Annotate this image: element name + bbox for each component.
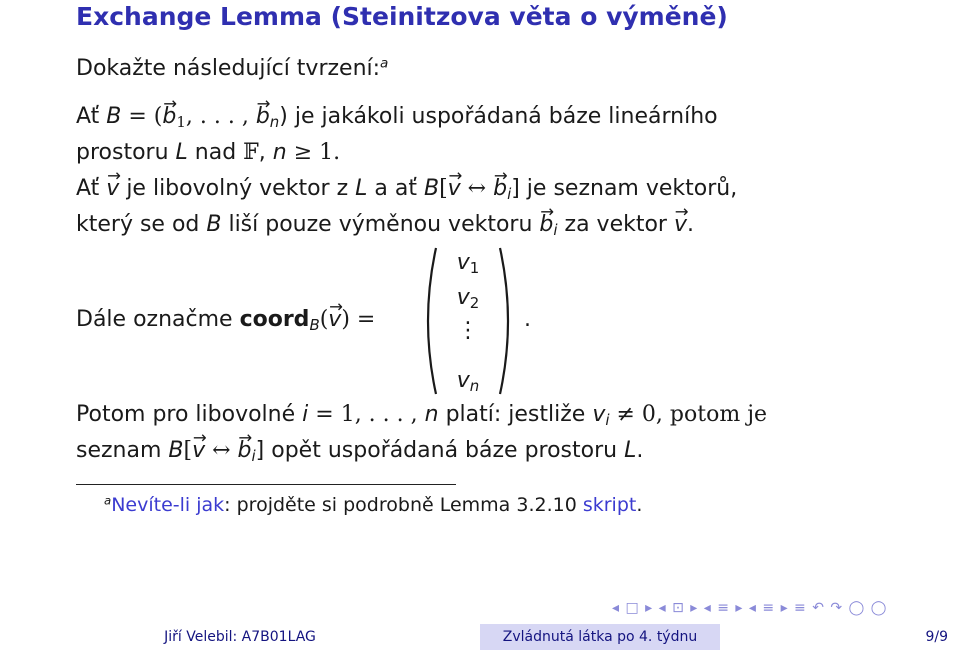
left-paren-icon (418, 246, 440, 396)
matrix-entry-1: $v_1$ (456, 250, 480, 278)
vector-bi: → b (493, 178, 507, 200)
coord-operator: coord (239, 307, 310, 332)
text: prostoru (76, 140, 176, 165)
text: = 1, . . . , (308, 402, 425, 427)
vector-b1: → b (162, 106, 176, 128)
coordinate-column-vector (418, 246, 518, 396)
footer-bar (0, 624, 960, 650)
footnote-link-skript[interactable]: skript (582, 494, 637, 516)
text: ) = (341, 307, 376, 332)
frame-title: Exchange Lemma (Steinitzova věta o výměně) (76, 2, 728, 31)
symbol-i: i (302, 402, 309, 427)
matrix-vdots: ⋮ (457, 318, 479, 343)
vector-v: → v (106, 178, 119, 200)
matrix-entry-n: $v_n$ (456, 368, 480, 396)
conclusion-line-2 (76, 438, 644, 466)
intro-line (76, 55, 389, 81)
exchange-arrow: ↔ (205, 438, 238, 463)
text: Ať (76, 176, 107, 201)
text: ≠ 0, potom je (609, 402, 768, 427)
text: je libovolný vektor z (119, 176, 356, 201)
footer-page-box (720, 624, 960, 650)
text: . (636, 438, 644, 463)
vector-v: → v (328, 309, 341, 331)
subscript: 1 (176, 113, 186, 132)
right-paren-icon (496, 246, 518, 396)
text: ) je jakákoli uspořádaná báze lineárního (279, 104, 718, 129)
text: platí: jestliže (438, 402, 593, 427)
subscript: i (507, 185, 512, 204)
text: který se od (76, 212, 207, 237)
subscript: i (251, 447, 256, 466)
symbol-L: L (624, 438, 637, 463)
footnote-rule (76, 484, 456, 485)
text: Ať (76, 104, 100, 129)
text: ≥ 1. (286, 140, 341, 165)
text: ( (319, 307, 329, 332)
vector-bi: → b (539, 214, 553, 236)
text: . (687, 212, 694, 237)
subscript: B (309, 316, 320, 335)
text: seznam (76, 438, 169, 463)
exchange-arrow: ↔ (460, 176, 494, 201)
coord-definition-line (76, 307, 376, 335)
vector-bi: → b (238, 440, 252, 462)
text: , . . . , (185, 104, 256, 129)
text: Dále označme (76, 307, 240, 332)
subscript: i (553, 221, 558, 240)
footer-section: Zvládnutá látka po 4. týdnu (480, 624, 720, 650)
symbol-B: B (206, 212, 222, 237)
conclusion-line-1 (76, 402, 768, 430)
period: . (524, 307, 531, 332)
footnote-mark: a (104, 493, 112, 508)
symbol-B: B (106, 104, 122, 129)
footnote-marker[interactable]: a (380, 55, 389, 72)
page-number: 9/9 (925, 629, 948, 645)
symbol-n: n (272, 140, 287, 165)
matrix-entry-2: $v_2$ (456, 285, 480, 313)
vector-bn: → b (256, 106, 270, 128)
text: a ať (367, 176, 424, 201)
vector-v: → v (192, 440, 205, 462)
text: ] je seznam vektorů, (511, 176, 738, 201)
text: = ( (121, 104, 163, 129)
symbol-L: L (355, 176, 368, 201)
footnote-text: : projděte si podrobně Lemma 3.2.10 (224, 494, 583, 516)
hypothesis-line-2 (76, 142, 340, 164)
symbol-v: v (592, 402, 606, 427)
hypothesis-line-4 (76, 212, 694, 240)
subscript: i (605, 411, 610, 430)
symbol-B: B (168, 438, 184, 463)
text: , (258, 140, 273, 165)
hypothesis-line-3 (76, 176, 738, 204)
beamer-navigation-icons[interactable]: ◂ □ ▸ ◂ ⊡ ▸ ◂ ≡ ▸ ◂ ≡ ▸ ≡ ↶ ↷ ◯ ◯ (612, 600, 888, 616)
subscript: n (269, 113, 280, 132)
intro-text: Dokažte následující tvrzení: (76, 56, 381, 81)
symbol-L: L (175, 140, 188, 165)
hypothesis-line-1 (76, 104, 718, 132)
text: Potom pro libovolné (76, 402, 303, 427)
text: liší pouze výměnou vektoru (221, 212, 540, 237)
text: [ (439, 176, 448, 201)
symbol-B: B (423, 176, 440, 201)
symbol-field: 𝔽 (243, 140, 259, 165)
footer-author-course: Jiří Velebil: A7B01LAG (0, 624, 480, 650)
symbol-n: n (424, 402, 439, 427)
text: ] opět uspořádaná báze prostoru (255, 438, 625, 463)
text: nad (187, 140, 244, 165)
vector-v: → v (674, 214, 687, 236)
text: [ (183, 438, 193, 463)
footnote-link-how[interactable]: Nevíte-li jak (111, 494, 225, 516)
text: za vektor (557, 212, 674, 237)
vector-v: → v (448, 178, 461, 200)
footnote-end: . (636, 494, 643, 516)
footnote (104, 494, 642, 516)
